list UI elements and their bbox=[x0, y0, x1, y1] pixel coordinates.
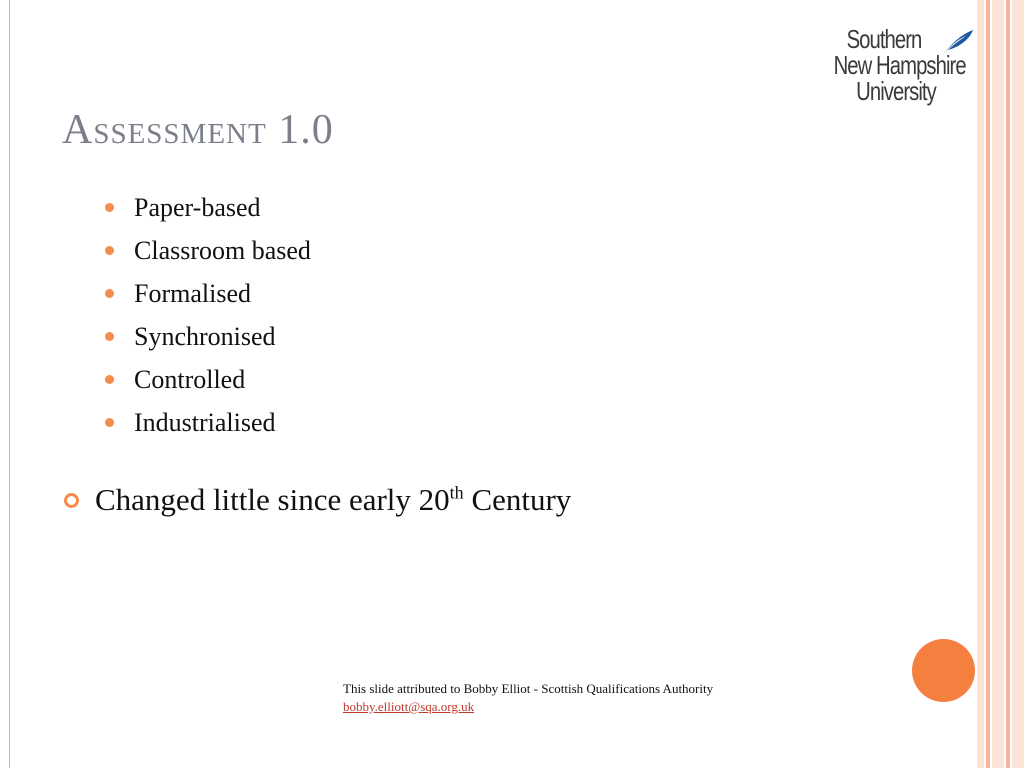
superscript-th: th bbox=[449, 482, 464, 503]
list-item bbox=[105, 186, 311, 229]
bullet-dot-icon bbox=[105, 418, 114, 427]
list-item bbox=[105, 315, 311, 358]
bullet-text: Industrialised bbox=[134, 407, 276, 437]
right-stripe bbox=[986, 0, 990, 768]
bullet-dot-icon bbox=[105, 289, 114, 298]
logo-line-3: University bbox=[856, 76, 936, 106]
right-stripe bbox=[977, 0, 984, 768]
feather-icon bbox=[940, 28, 974, 58]
slide-title: Assessment 1.0 bbox=[62, 107, 334, 153]
attribution-footer bbox=[343, 680, 713, 716]
list-item bbox=[105, 401, 311, 444]
list-item bbox=[105, 272, 311, 315]
sub-bullet-list bbox=[105, 186, 311, 444]
email-link[interactable]: bobby.elliott@sqa.org.uk bbox=[343, 699, 475, 714]
bullet-text: Paper-based bbox=[134, 192, 261, 222]
bullet-dot-icon bbox=[105, 332, 114, 341]
logo-line-1: Southern bbox=[846, 24, 922, 54]
university-logo bbox=[816, 26, 976, 110]
main-bullet-item bbox=[64, 482, 571, 518]
orange-circle-decoration bbox=[912, 639, 975, 702]
list-item bbox=[105, 229, 311, 272]
right-stripe bbox=[992, 0, 1004, 768]
left-border-line bbox=[9, 0, 10, 768]
bullet-dot-icon bbox=[105, 375, 114, 384]
logo-line-2: New Hampshire bbox=[833, 50, 966, 80]
right-stripe bbox=[1012, 0, 1024, 768]
bullet-text: Formalised bbox=[134, 278, 251, 308]
main-text-before: Changed little since early 20 bbox=[95, 482, 450, 517]
bullet-dot-icon bbox=[105, 203, 114, 212]
bullet-text: Synchronised bbox=[134, 321, 276, 351]
main-bullet-text bbox=[95, 482, 571, 518]
list-item bbox=[105, 358, 311, 401]
attribution-text: This slide attributed to Bobby Elliot - Scottish Qualifications Authority bbox=[343, 681, 714, 696]
bullet-text: Controlled bbox=[134, 364, 246, 394]
main-text-after: Century bbox=[463, 482, 572, 517]
bullet-dot-icon bbox=[105, 246, 114, 255]
bullet-text: Classroom based bbox=[134, 235, 311, 265]
ring-bullet-icon bbox=[64, 493, 79, 508]
right-stripe bbox=[1006, 0, 1010, 768]
